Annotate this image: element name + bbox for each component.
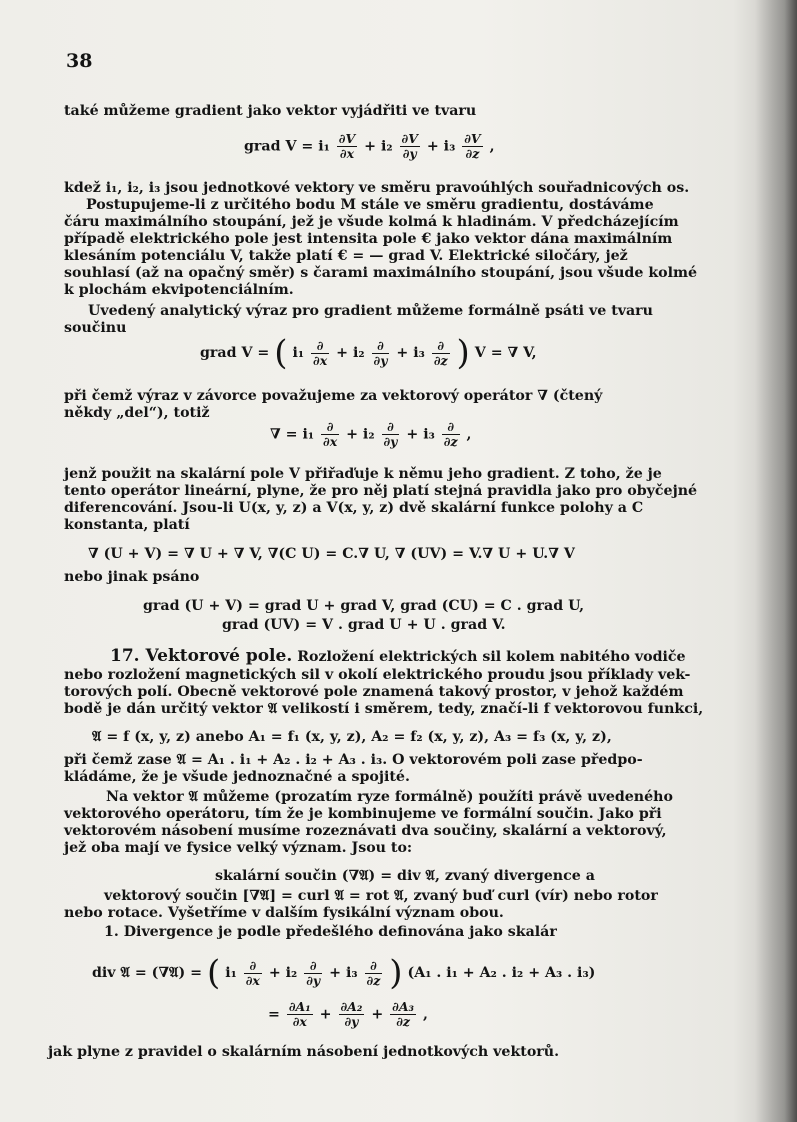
text-span: Rozložení elektrických sil kolem nabitého vodiče	[297, 649, 686, 665]
fraction: $\frac{\partial}{\partial x}$	[323, 419, 338, 449]
text-line: k plochám ekvipotenciálním.	[64, 282, 294, 298]
eq-part: grad V = i₁	[244, 138, 330, 155]
fraction: $\frac{\text{∂A₂}}{\partial y}$	[340, 999, 363, 1029]
page-edge-shadow	[755, 0, 797, 1122]
fraction: $\frac{\partial V}{\partial x}$	[338, 131, 356, 161]
eq-part: +	[319, 1006, 332, 1023]
text-line: jenž použit na skalární pole V přiřaďuje k němu jeho gradient. Z toho, že je	[64, 466, 662, 482]
text-line: někdy „del“), totiž	[64, 405, 210, 421]
eq-part: + i₃	[426, 138, 456, 155]
eq-part: =	[268, 1006, 280, 1023]
eq-part: V = ∇ V,	[474, 345, 537, 361]
fraction: $\frac{\partial}{\partial z}$	[443, 419, 458, 449]
eq-part: i₁	[225, 965, 237, 981]
text-line: kládáme, že je všude jednoznačné a spojité.	[64, 769, 410, 785]
section-heading-line	[110, 648, 750, 666]
text-line: vektorového operátoru, tím že je kombinujeme ve formální součin. Jako při	[64, 806, 662, 822]
text-line: konstanta, platí	[64, 517, 190, 533]
text-line: souhlasí (až na opačný směr) s čarami maximálního stoupání, jsou všude kolmé	[64, 265, 698, 281]
text-line: Na vektor 𝔄 můžeme (prozatím ryze formálně) použíti právě uvedeného	[106, 789, 673, 805]
fraction: $\frac{\partial}{\partial z}$	[433, 337, 448, 368]
eq-part: + i₂	[268, 965, 298, 981]
text-line: nebo rozložení magnetických sil v okolí elektrického proudu jsou příklady vek-	[64, 667, 691, 683]
eq-part: + i₃	[406, 426, 435, 443]
fraction: $\frac{\text{∂A₁}}{\partial x}$	[288, 999, 311, 1029]
text-line: nebo rotace. Vyšetříme v dalším fysikální význam obou.	[64, 905, 504, 921]
equation-divergence: div 𝔄 = (∇𝔄) = ( i₁ $\frac{\partial}{\partial x}$ + i₂ $\frac{\partial}{\partial y}$ + i₃ $\frac{\partial}{\partial z}$ ) (A₁ . i₁ + A₂ . i₂ + A₃ . i₃)	[92, 953, 596, 993]
text-line: klesáním potenciálu V, takže platí € = — grad V. Elektrické siločáry, jež	[64, 248, 628, 264]
eq-part: + i₂	[346, 426, 375, 443]
fraction: $\frac{\text{∂A₃}}{\partial z}$	[392, 999, 415, 1029]
text-line: čáru maximálního stoupání, jež je všude kolmá k hladinám. V předcházejícím	[64, 214, 679, 230]
fraction: $\frac{\partial}{\partial y}$	[373, 337, 388, 368]
text-line: diferencování. Jsou-li U(x, y, z) a V(x, y, z) dvě skalární funkce polohy a C	[64, 500, 644, 516]
text-line: nebo jinak psáno	[64, 569, 200, 585]
section-heading: 17. Vektorové pole.	[110, 646, 293, 666]
equation-gradient	[244, 132, 495, 161]
eq-part: + i₃	[396, 345, 425, 361]
text-line: 1. Divergence je podle předešlého definována jako skalár	[104, 924, 557, 940]
eq-part: grad V =	[200, 345, 270, 361]
eq-part: (A₁ . i₁ + A₂ . i₂ + A₃ . i₃)	[407, 965, 596, 981]
eq-part: ,	[466, 426, 472, 443]
text-line: při čemž zase 𝔄 = A₁ . i₁ + A₂ . i₂ + A₃ . i₃. O vektorovém poli zase předpo-	[64, 752, 643, 768]
text-line: kdež i₁, i₂, i₃ jsou jednotkové vektory ve směru pravoúhlých souřadnicových os.	[64, 180, 690, 196]
equation-nabla-rules: ∇ (U + V) = ∇ U + ∇ V, ∇(C U) = C.∇ U, ∇ (UV) = V.∇ U + U.∇ V	[88, 546, 575, 562]
equation-nabla	[270, 420, 471, 449]
eq-part: ,	[422, 1006, 428, 1023]
eq-part: i₁	[292, 345, 305, 361]
page-number: 38	[66, 50, 93, 72]
eq-part: ∇ = i₁	[270, 426, 315, 443]
text-line: také můžeme gradient jako vektor vyjádřiti ve tvaru	[64, 103, 477, 119]
equation-vector-field: 𝔄 = f (x, y, z) anebo A₁ = f₁ (x, y, z), A₂ = f₂ (x, y, z), A₃ = f₃ (x, y, z),	[92, 729, 612, 745]
fraction: $\frac{\partial}{\partial y}$	[383, 419, 398, 449]
text-line: Uvedený analytický výraz pro gradient můžeme formálně psáti ve tvaru	[88, 303, 653, 319]
text-line: skalární součin (∇𝔄) = div 𝔄, zvaný divergence a	[215, 868, 595, 884]
fraction: $\frac{\partial}{\partial y}$	[306, 957, 321, 988]
eq-part: + i₃	[329, 965, 358, 981]
eq-part: ,	[489, 138, 495, 155]
text-line: torových polí. Obecně vektorové pole znamená takový prostor, v jehož každém	[64, 684, 684, 700]
text-line: vektorovém násobení musíme rozeznávati dva součiny, skalární a vektorový,	[64, 823, 667, 839]
text-line: vektorový součin [∇𝔄] = curl 𝔄 = rot 𝔄, zvaný buď curl (vír) nebo rotor	[104, 888, 658, 904]
equation-grad-rules-1: grad (U + V) = grad U + grad V, grad (CU) = C . grad U,	[143, 598, 585, 614]
fraction: $\frac{\partial V}{\partial y}$	[401, 131, 418, 161]
text-line: součinu	[64, 320, 127, 336]
equation-grad-rules-2: grad (UV) = V . grad U + U . grad V.	[222, 617, 506, 633]
eq-part: + i₂	[336, 345, 365, 361]
eq-part: +	[371, 1006, 384, 1023]
equation-divergence-result	[268, 1000, 428, 1029]
text-line: případě elektrického pole jest intensita pole € jako vektor dána maximálním	[64, 231, 673, 247]
fraction: $\frac{\partial}{\partial x}$	[245, 957, 260, 988]
text-line: jak plyne z pravidel o skalárním násobení jednotkových vektorů.	[48, 1044, 560, 1060]
eq-part: div 𝔄 = (∇𝔄) =	[92, 965, 203, 981]
fraction: $\frac{\partial}{\partial z}$	[366, 957, 381, 988]
text-line: tento operátor lineární, plyne, že pro něj platí stejná pravidla jako pro obyčejné	[64, 483, 698, 499]
eq-part: + i₂	[364, 138, 393, 155]
fraction: $\frac{\partial V}{\partial z}$	[464, 131, 481, 161]
text-line: bodě je dán určitý vektor 𝔄 velikostí i směrem, tedy, značí-li f vektorovou funkci,	[64, 701, 704, 717]
text-line: Postupujeme-li z určitého bodu M stále ve směru gradientu, dostáváme	[86, 197, 654, 213]
equation-gradient-operator: grad V = ( i₁ $\frac{\partial}{\partial x}$ + i₂ $\frac{\partial}{\partial y}$ + i₃ $\frac{\partial}{\partial z}$ ) V = ∇ V,	[200, 333, 537, 373]
fraction: $\frac{\partial}{\partial x}$	[313, 337, 328, 368]
text-line: při čemž výraz v závorce považujeme za vektorový operátor ∇ (čtený	[64, 388, 603, 404]
text-line: jež oba mají ve fysice velký význam. Jsou to:	[64, 840, 413, 856]
